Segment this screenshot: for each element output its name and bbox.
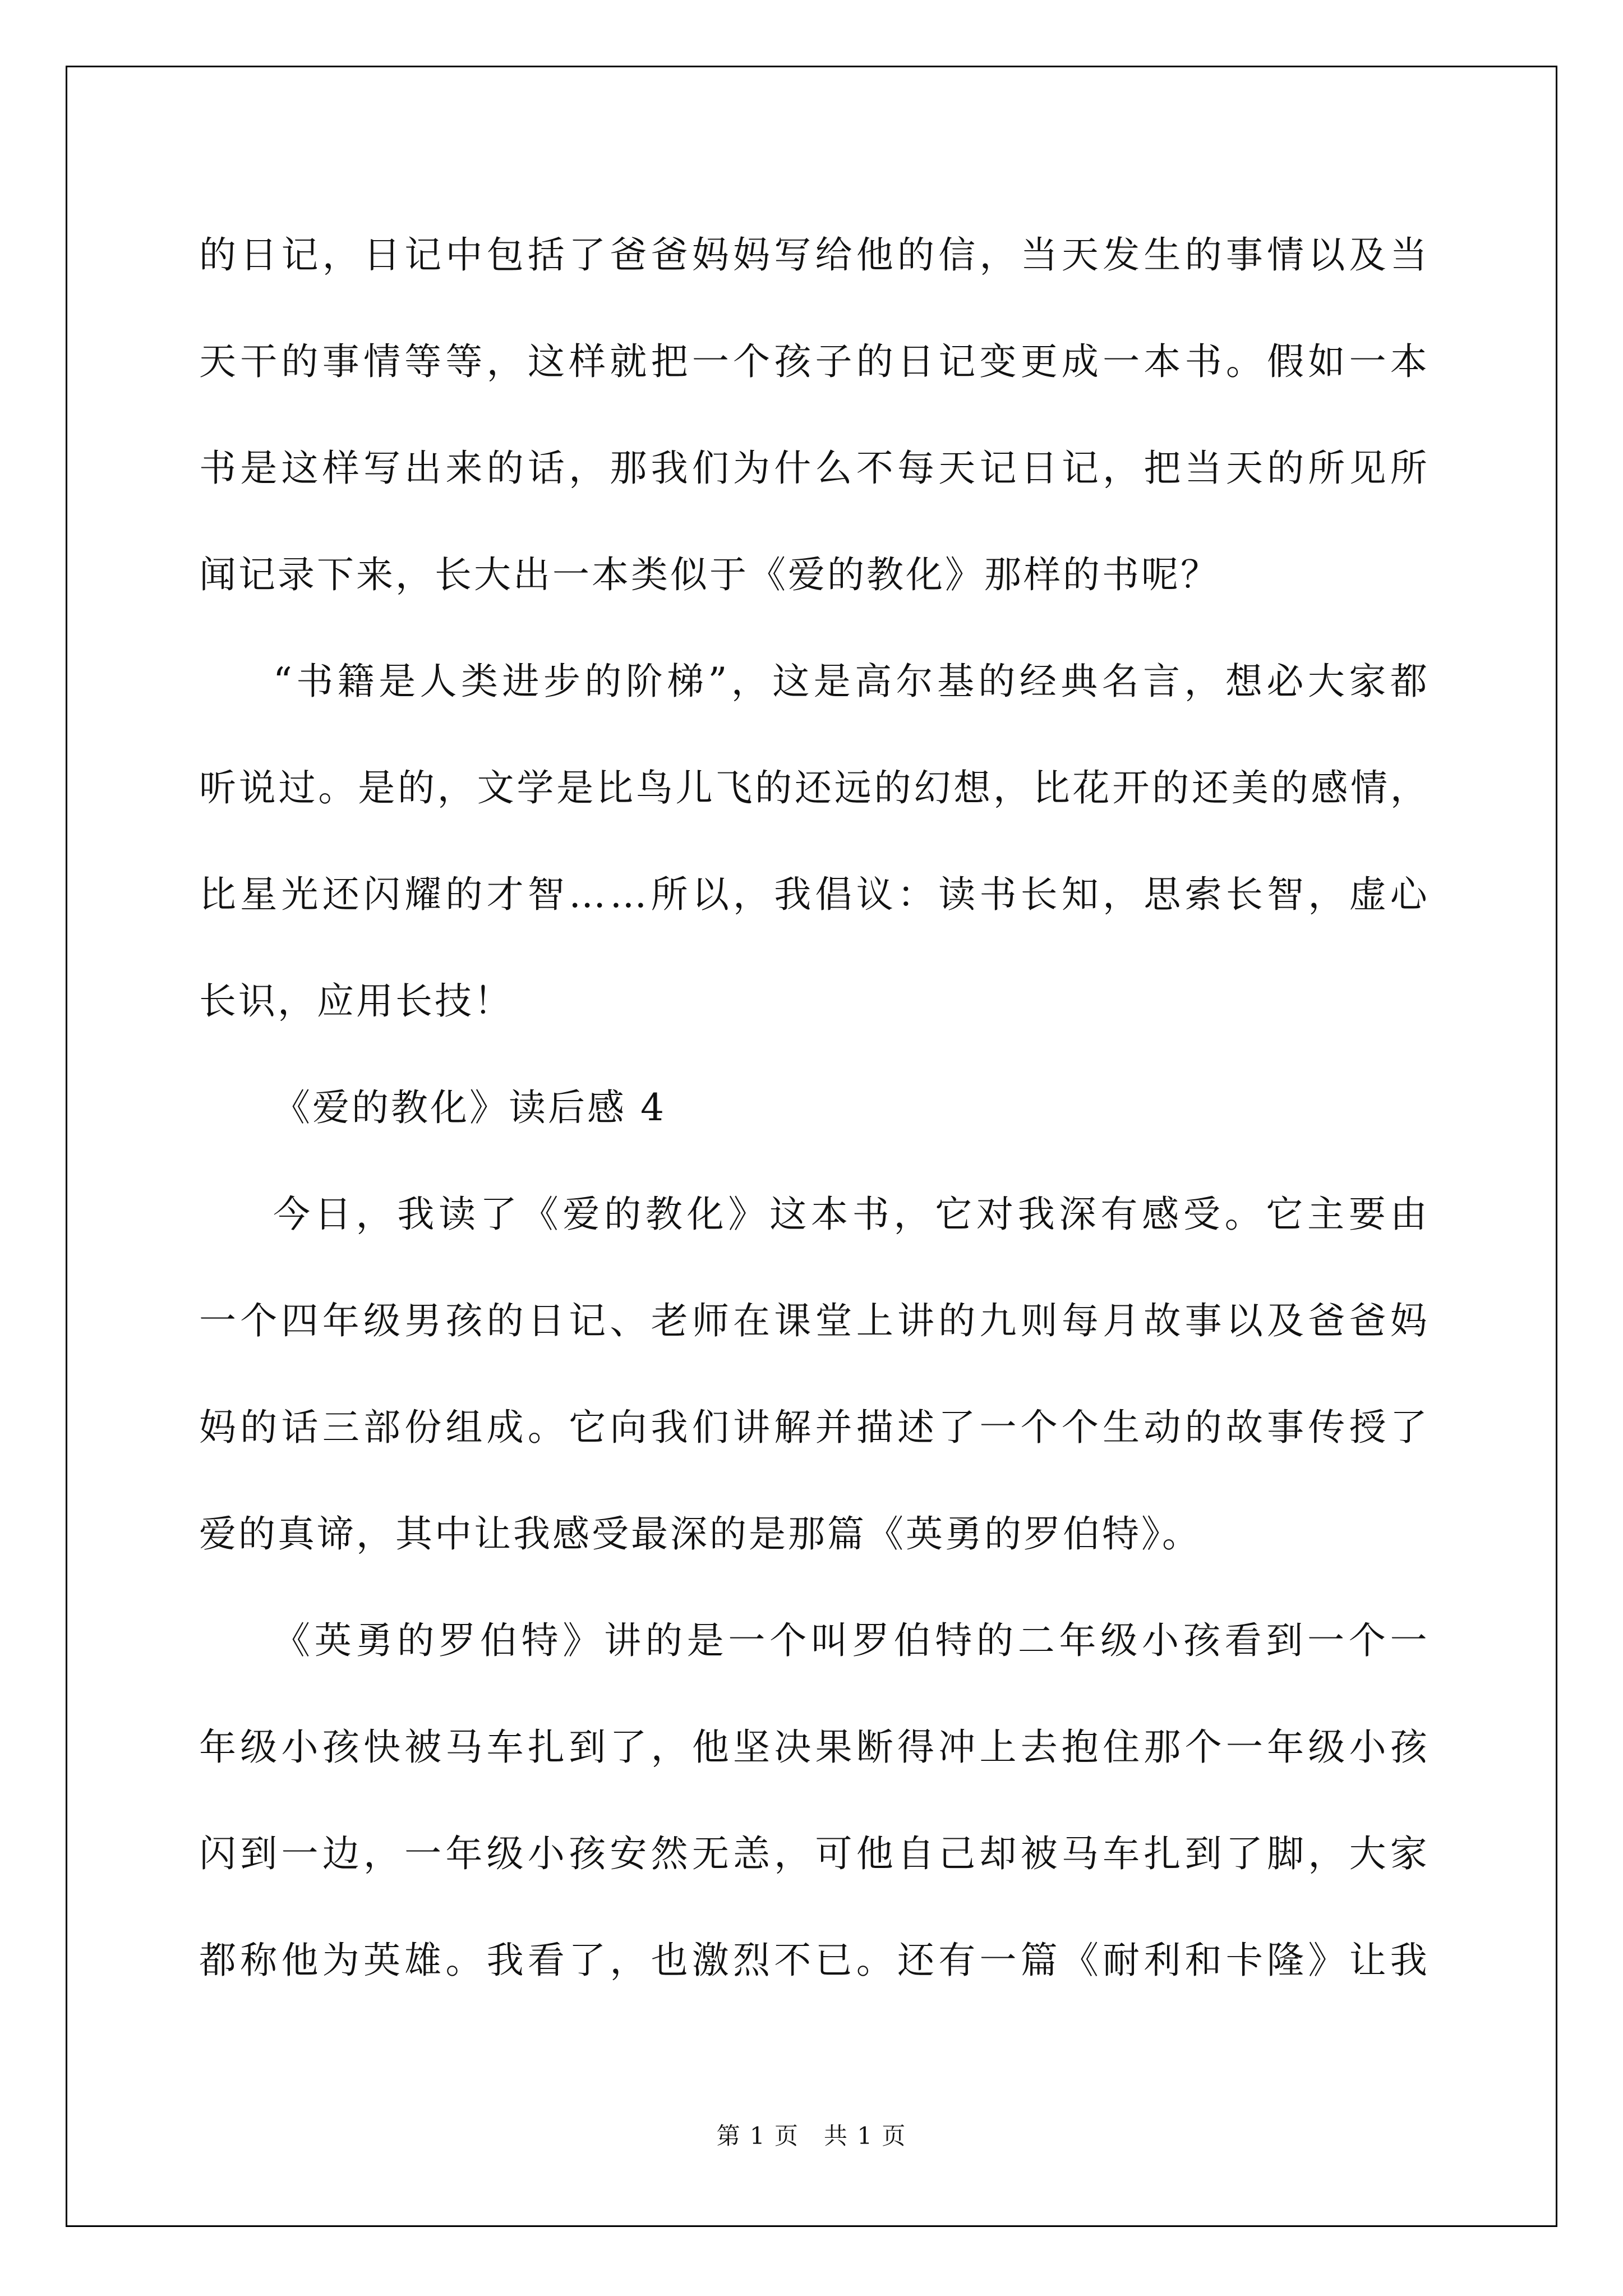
text-line: 天 干 的 事 情 等 等 ， 这 样 就 把 一 个 孩 子 的 日 记 变 更 成 一 本 书 。 假 如 一 本 <box>199 340 1427 383</box>
text-line: 《爱的教化》读后感 4 <box>273 1086 666 1129</box>
text-line: 爱的真谛，其中让我感受最深的是那篇《英勇的罗伯特》。 <box>199 1512 1201 1556</box>
text-line: 书 是 这 样 写 出 来 的 话 ， 那 我 们 为 什 么 不 每 天 记 日 记 ， 把 当 天 的 所 见 所 <box>199 447 1427 490</box>
text-line: 闻记录下来，长大出一本类似于《爱的教化》那样的书呢？ <box>199 553 1220 596</box>
text-line: 闪 到 一 边 ， 一 年 级 小 孩 安 然 无 恙 ， 可 他 自 己 却 被 马 车 扎 到 了 脚 ， 大 家 <box>199 1832 1427 1875</box>
page-footer: 第 1 页 共 1 页 <box>716 2122 907 2150</box>
document-body <box>199 202 1427 2014</box>
text-line: 年 级 小 孩 快 被 马 车 扎 到 了 ， 他 坚 决 果 断 得 冲 上 去 抱 住 那 个 一 年 级 小 孩 <box>199 1726 1427 1769</box>
text-line: 听 说 过 。 是 的 ， 文 学 是 比 鸟 儿 飞 的 还 远 的 幻 想 ， 比 花 开 的 还 美 的 感 情 ， <box>199 766 1427 809</box>
text-line: 今 日 ， 我 读 了 《 爱 的 教 化 》 这 本 书 ， 它 对 我 深 有 感 受 。 它 主 要 由 <box>273 1193 1427 1236</box>
text-line: “ 书 籍 是 人 类 进 步 的 阶 梯 ” ， 这 是 高 尔 基 的 经 典 名 言 ， 想 必 大 家 都 <box>273 660 1427 703</box>
text-line: 妈 的 话 三 部 份 组 成 。 它 向 我 们 讲 解 并 描 述 了 一 个 个 生 动 的 故 事 传 授 了 <box>199 1406 1427 1449</box>
text-line: 比 星 光 还 闪 耀 的 才 智 … … 所 以 ， 我 倡 议 ： 读 书 长 知 ， 思 索 长 智 ， 虚 心 <box>199 873 1427 916</box>
text-line: 一 个 四 年 级 男 孩 的 日 记 、 老 师 在 课 堂 上 讲 的 九 则 每 月 故 事 以 及 爸 爸 妈 <box>199 1299 1427 1342</box>
text-line: 的 日 记 ， 日 记 中 包 括 了 爸 爸 妈 妈 写 给 他 的 信 ， 当 天 发 生 的 事 情 以 及 当 <box>199 233 1427 277</box>
text-line: 《 英 勇 的 罗 伯 特 》 讲 的 是 一 个 叫 罗 伯 特 的 二 年 级 小 孩 看 到 一 个 一 <box>273 1619 1427 1662</box>
text-line: 都 称 他 为 英 雄 。 我 看 了 ， 也 激 烈 不 已 。 还 有 一 篇 《 耐 利 和 卡 隆 》 让 我 <box>199 1939 1427 1982</box>
text-line: 长识，应用长技！ <box>199 979 513 1023</box>
